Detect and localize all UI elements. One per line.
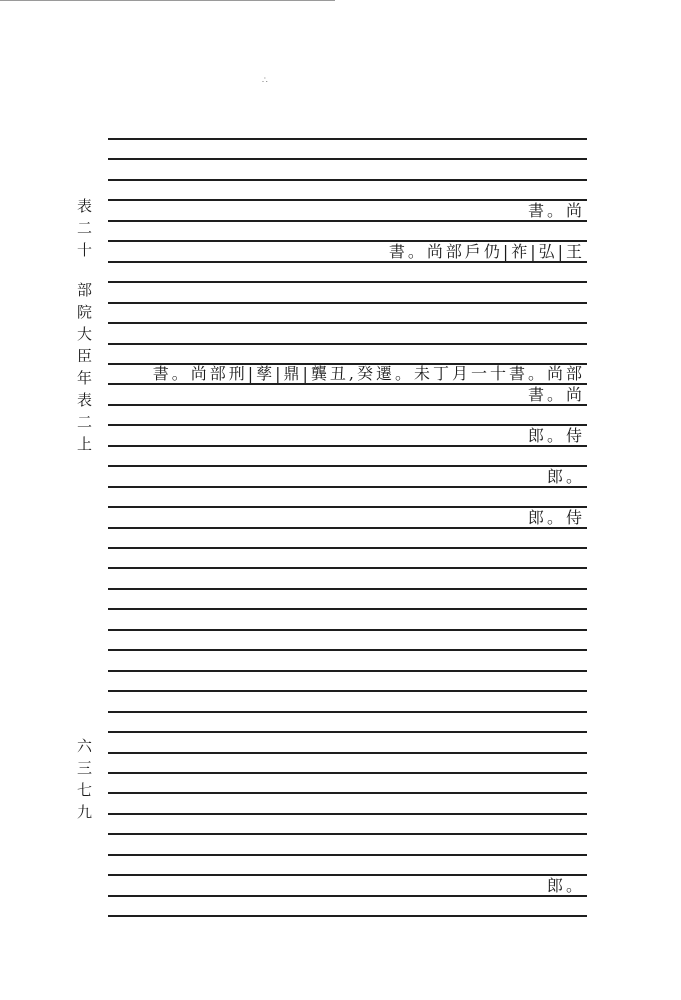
table-rule [108, 158, 587, 160]
table-rule [108, 874, 587, 876]
table-rule [108, 854, 587, 856]
table-rule [108, 527, 587, 529]
table-rule [108, 629, 587, 631]
table-rule [108, 608, 587, 610]
table-rule [108, 690, 587, 692]
entry-text: 書。尚 [527, 385, 585, 404]
table-rule [108, 731, 587, 733]
table-rule [108, 670, 587, 672]
entry-text: 郎。侍 [527, 426, 585, 445]
table-rule [108, 833, 587, 835]
table-rule [108, 179, 587, 181]
table-rule [108, 465, 587, 467]
table-rule [108, 322, 587, 324]
table-rule [108, 343, 587, 345]
table-rule [108, 567, 587, 569]
scan-edge-line [0, 0, 335, 1]
entry-text: 郎。 [546, 467, 585, 486]
table-rule [108, 813, 587, 815]
table-rule [108, 220, 587, 222]
page-number: 六三七九 [75, 738, 93, 826]
table-rule [108, 424, 587, 426]
table-rule [108, 445, 587, 447]
table-rule [108, 752, 587, 754]
section-title: 部院大臣年表二上 [75, 282, 93, 458]
table-rule [108, 711, 587, 713]
entry-text: 郎。 [546, 876, 585, 895]
table-rule [108, 138, 587, 140]
table-rule [108, 486, 587, 488]
ink-speck: ∴ [262, 76, 268, 86]
table-rule [108, 649, 587, 651]
table-rule [108, 895, 587, 897]
table-rule [108, 588, 587, 590]
table-rule [108, 404, 587, 406]
table-rule [108, 915, 587, 917]
table-rule [108, 506, 587, 508]
entry-text: 郎。侍 [527, 508, 585, 527]
table-rule [108, 281, 587, 283]
table-rule [108, 199, 587, 201]
table-rule [108, 302, 587, 304]
table-title: 表二十 [75, 198, 93, 264]
table-rule [108, 772, 587, 774]
table-rule [108, 792, 587, 794]
table-rule [108, 547, 587, 549]
entry-text: 書。尚 [527, 201, 585, 220]
entry-text: 書。尚部戶仍|祚|弘|王 [388, 242, 585, 261]
entry-text: 書。尚部刑|孳|鼎|龔丑,癸遷。未丁月一十書。尚部 [152, 364, 585, 383]
